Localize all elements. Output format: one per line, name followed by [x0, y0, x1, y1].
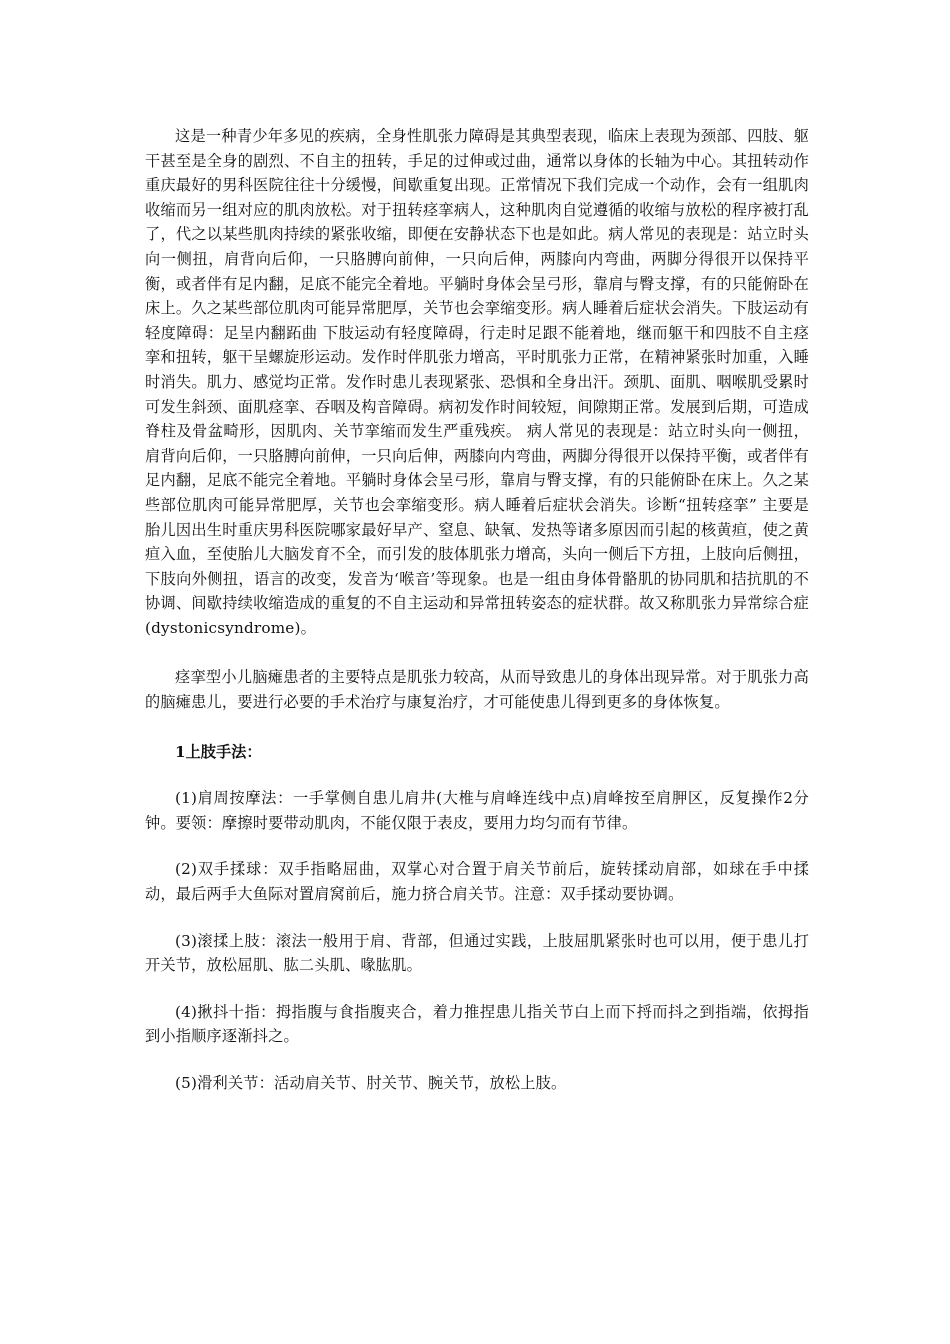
- paragraph-gap: [145, 764, 809, 786]
- section-heading: 1上肢手法：: [175, 742, 262, 761]
- step-shoulder-massage: (1)肩周按摩法：一手掌侧自患儿肩井(大椎与肩峰连线中点)肩峰按至肩胛区，反复操作2分钟。要领：摩擦时要带动肌肉，不能仅限于表皮，要用力均匀而有节律。: [145, 789, 809, 832]
- paragraph-gap: [145, 640, 809, 665]
- step-roll-upper-limb: (3)滚揉上肢：滚法一般用于肩、背部，但通过实践，上肢屈肌紧张时也可以用，便于患儿打开关节，放松屈肌、肱二头肌、喙肱肌。: [145, 931, 809, 975]
- paragraph-gap: [145, 907, 809, 929]
- document-page: [145, 124, 809, 1096]
- step-hand-ball-rub: (2)双手揉球：双手指略屈曲，双掌心对合置于肩关节前后，旋转揉动肩部，如球在手中揉动，最后两手大鱼际对置肩窝前后，施力挤合肩关节。注意：双手揉动要协调。: [145, 860, 809, 904]
- intro-paragraph: 这是一种青少年多见的疾病，全身性肌张力障碍是其典型表现，临床上表现为颈部、四肢、躯干甚至是全身的剧烈、不自主的扭转，手足的过伸或过曲，通常以身体的长轴为中心。其扭转动作重庆最好的男科医院往往十分缓慢，间歇重复出现。正常情况下我们完成一个动作，会有一组肌肉收缩而另一组对应的肌肉放松。对于扭转痉挛病人，这种肌肉自觉遵循的收缩与放松的程序被打乱了，代之以某些肌肉持续的紧张收缩，即便在安静状态下也是如此。病人常见的表现是：站立时头向一侧扭，肩背向后仰，一只胳膊向前伸，一只向后伸，两膝向内弯曲，两脚分得很开以保持平衡，或者伴有足内翻，足底不能完全着地。平躺时身体会呈弓形，靠肩与臀支撑，有的只能俯卧在床上。久之某些部位肌肉可能异常肥厚，关节也会挛缩变形。病人睡着后症状会消失。下肢运动有轻度障碍：足呈内翻跖曲 下肢运动有轻度障碍，行走时足跟不能着地，继而躯干和四肢不自主痉挛和扭转，躯干呈螺旋形运动。发作时伴肌张力增高，平时肌张力正常，在精神紧张时加重，入睡时消失。肌力、感觉均正常。发作时患儿表现紧张、恐惧和全身出汗。颈肌、面肌、咽喉肌受累时可发生斜颈、面肌痉挛、吞咽及构音障碍。病初发作时间较短，间隙期正常。发展到后期，可造成脊柱及骨盆畸形，因肌肉、关节挛缩而发生严重残疾。 病人常见的表现是：站立时头向一侧扭，肩背向后仰，一只胳膊向前伸，一只向后伸，两膝向内弯曲，两脚分得很开以保持平衡，或者伴有足内翻，足底不能完全着地。平躺时身体会呈弓形，靠肩与臀支撑，有的只能俯卧在床上。久之某些部位肌肉可能异常肥厚，关节也会挛缩变形。病人睡着后症状会消失。诊断“扭转痉挛” 主要是胎儿因出生时重庆男科医院哪家最好早产、窒息、缺氧、发热等诸多原因而引起的核黄疸，使之黄疸入血，至使胎儿大脑发育不全，而引发的肢体肌张力增高，头向一侧后下方扭，上肢向后侧扭，下肢向外侧扭，语言的改变，发音为‘喉音’等现象。也是一组由身体骨骼肌的协同肌和拮抗肌的不协调、间歇持续收缩造成的重复的不自主运动和异常扭转姿态的症状群。故又称肌张力异常综合症(dystonicsyndrome)。: [145, 127, 809, 637]
- paragraph-gap: [145, 978, 809, 1000]
- paragraph-gap: [145, 715, 809, 740]
- step-joint-mobilize: (5)滑利关节：活动肩关节、肘关节、腕关节，放松上肢。: [175, 1074, 567, 1092]
- paragraph-gap: [145, 835, 809, 857]
- paragraph-gap: [145, 1049, 809, 1071]
- step-shake-fingers: (4)揪抖十指：拇指腹与食指腹夹合，着力推捏患儿指关节白上而下捋而抖之到指端，依拇指到小指顺序逐渐抖之。: [145, 1002, 809, 1046]
- spastic-cp-paragraph: 痉挛型小儿脑瘫患者的主要特点是肌张力较高，从而导致患儿的身体出现异常。对于肌张力高的脑瘫患儿，要进行必要的手术治疗与康复治疗，才可能使患儿得到更多的身体恢复。: [145, 668, 809, 712]
